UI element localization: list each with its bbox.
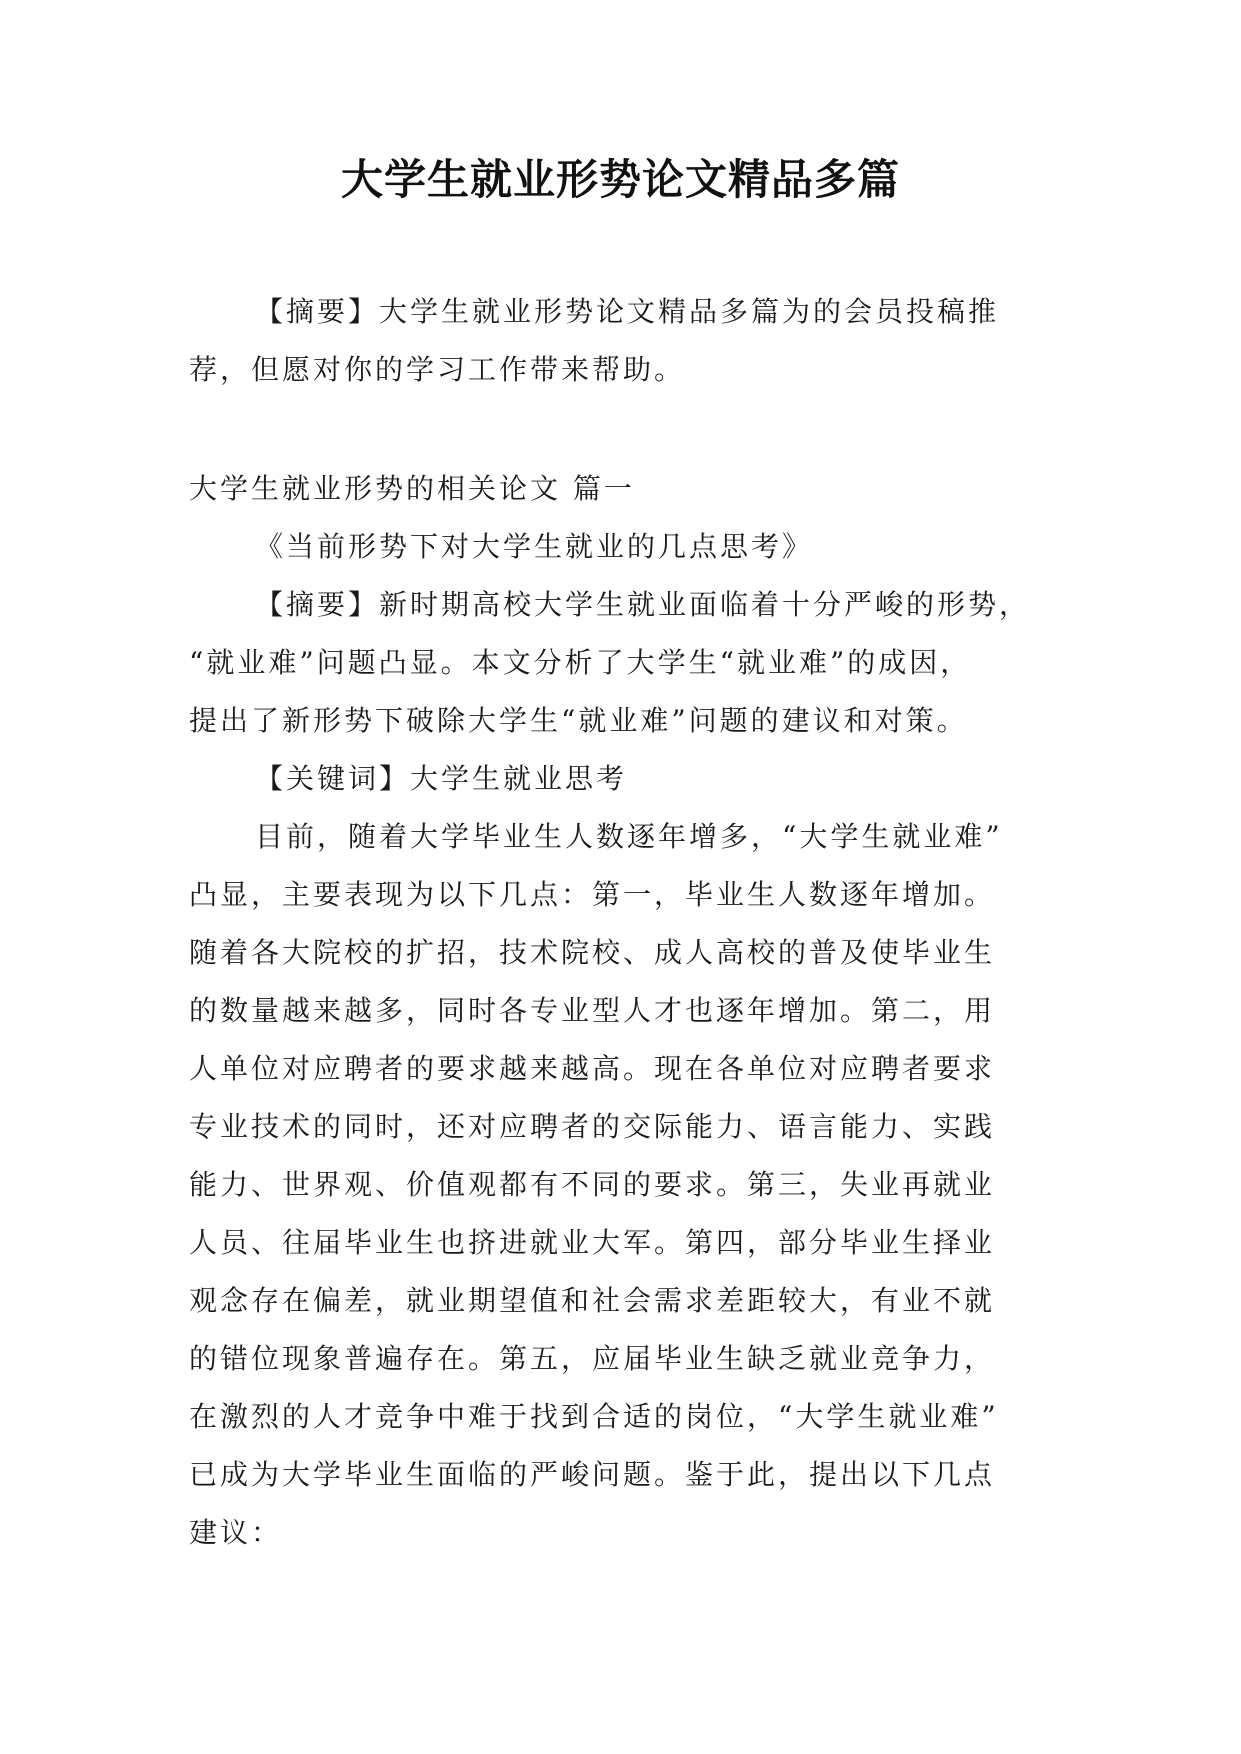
section-heading xyxy=(189,460,1045,518)
essay-abstract-line-1: 【摘要】新时期高校大学生就业面临着十分严峻的形势， xyxy=(255,588,1031,621)
essay-abstract xyxy=(189,576,1045,750)
paragraph-line-7: 能力、世界观、价值观都有不同的要求。第三，失业再就业 xyxy=(189,1168,996,1201)
essay-title-text: 《当前形势下对大学生就业的几点思考》 xyxy=(255,530,814,563)
paragraph-line-5: 人单位对应聘者的要求越来越高。现在各单位对应聘者要求 xyxy=(189,1052,996,1085)
abstract-line-2: 荐，但愿对你的学习工作带来帮助。 xyxy=(189,353,686,386)
paragraph-line-4: 的数量越来越多，同时各专业型人才也逐年增加。第二，用 xyxy=(189,994,996,1027)
paragraph-line-2: 凸显，主要表现为以下几点：第一，毕业生人数逐年增加。 xyxy=(189,878,996,911)
abstract-line-1: 【摘要】大学生就业形势论文精品多篇为的会员投稿推 xyxy=(255,295,1000,328)
essay-abstract-line-2: “就业难”问题凸显。本文分析了大学生“就业难”的成因， xyxy=(189,646,972,679)
paragraph-line-11: 在激烈的人才竞争中难于找到合适的岗位，“大学生就业难” xyxy=(189,1400,999,1433)
keywords xyxy=(189,750,1045,808)
abstract-paragraph xyxy=(189,283,1045,399)
paragraph-line-8: 人员、往届毕业生也挤进就业大军。第四，部分毕业生择业 xyxy=(189,1226,996,1259)
paragraph-line-10: 的错位现象普遍存在。第五，应届毕业生缺乏就业竞争力， xyxy=(189,1342,996,1375)
paragraph-line-9: 观念存在偏差，就业期望值和社会需求差距较大，有业不就 xyxy=(189,1284,996,1317)
paragraph-line-12: 已成为大学毕业生面临的严峻问题。鉴于此，提出以下几点 xyxy=(189,1458,996,1491)
keywords-text: 【关键词】大学生就业思考 xyxy=(255,762,628,795)
paragraph-line-3: 随着各大院校的扩招，技术院校、成人高校的普及使毕业生 xyxy=(189,936,996,969)
paragraph-line-13: 建议： xyxy=(189,1516,283,1549)
essay-title xyxy=(189,518,1045,576)
paragraph-line-1: 目前，随着大学毕业生人数逐年增多，“大学生就业难” xyxy=(255,820,1003,853)
paragraph-line-6: 专业技术的同时，还对应聘者的交际能力、语言能力、实践 xyxy=(189,1110,996,1143)
body-paragraph xyxy=(189,808,1045,1562)
document-title: 大学生就业形势论文精品多篇 xyxy=(340,155,900,204)
essay-abstract-line-3: 提出了新形势下破除大学生“就业难”问题的建议和对策。 xyxy=(189,704,968,737)
section-heading-text: 大学生就业形势的相关论文 篇一 xyxy=(189,472,635,505)
